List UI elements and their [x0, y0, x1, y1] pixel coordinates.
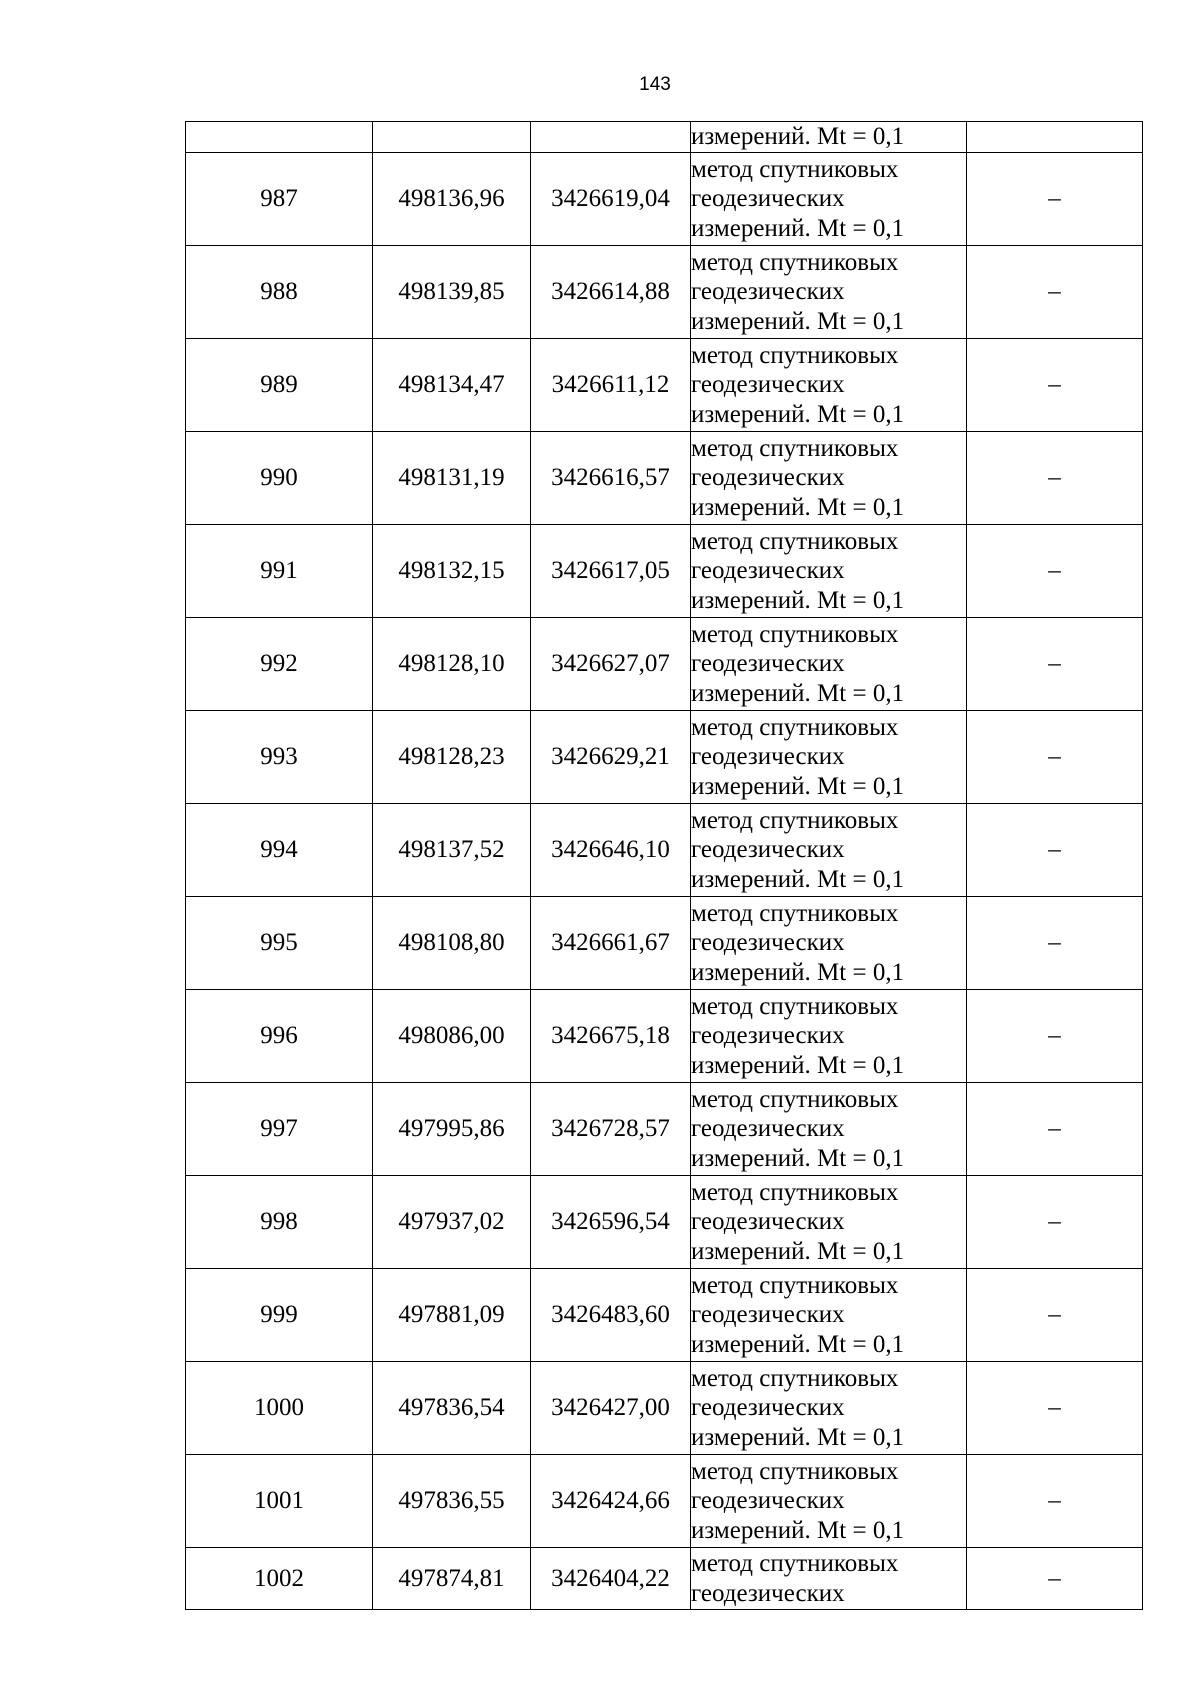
table-row [186, 246, 1143, 339]
y-coordinate-cell: 3426596,54 [531, 1176, 691, 1269]
table-row [186, 1455, 1143, 1548]
table-row [186, 432, 1143, 525]
x-coordinate-cell: 498139,85 [373, 246, 531, 339]
method-line: метод спутниковых [691, 992, 899, 1020]
method-line: геодезических [691, 464, 845, 492]
description-cell: – [967, 1176, 1143, 1269]
y-coordinate-cell: 3426661,67 [531, 897, 691, 990]
description-cell: – [967, 246, 1143, 339]
description-cell: – [967, 432, 1143, 525]
method-line: метод спутниковых [691, 1364, 899, 1392]
table-row [186, 1362, 1143, 1455]
y-coordinate-cell: 3426675,18 [531, 990, 691, 1083]
x-coordinate-cell: 498108,80 [373, 897, 531, 990]
table-row [186, 1176, 1143, 1269]
method-line: геодезических [691, 1301, 845, 1329]
point-number-cell: 999 [186, 1269, 373, 1362]
method-line: метод спутниковых [691, 527, 899, 555]
y-coordinate-cell: 3426424,66 [531, 1455, 691, 1548]
point-number-cell: 988 [186, 246, 373, 339]
point-number-cell [186, 122, 373, 153]
method-cell [691, 1548, 967, 1610]
method-line: метод спутниковых [691, 620, 899, 648]
x-coordinate-cell: 497874,81 [373, 1548, 531, 1610]
method-line: метод спутниковых [691, 1178, 899, 1206]
method-line: измерений. Mt = 0,1 [691, 679, 905, 707]
x-coordinate-cell: 498137,52 [373, 804, 531, 897]
y-coordinate-cell: 3426483,60 [531, 1269, 691, 1362]
method-cell [691, 1362, 967, 1455]
table-row [186, 1083, 1143, 1176]
description-cell: – [967, 1083, 1143, 1176]
method-line: метод спутниковых [691, 155, 899, 183]
table-row [186, 525, 1143, 618]
table-row [186, 1548, 1143, 1610]
method-line: измерений. Mt = 0,1 [691, 1051, 905, 1079]
description-cell: – [967, 525, 1143, 618]
description-cell [967, 122, 1143, 153]
method-cell [691, 897, 967, 990]
method-line: метод спутниковых [691, 1271, 899, 1299]
method-line: измерений. Mt = 0,1 [691, 586, 905, 614]
method-cell [691, 804, 967, 897]
method-line: измерений. Mt = 0,1 [691, 865, 905, 893]
y-coordinate-cell: 3426404,22 [531, 1548, 691, 1610]
y-coordinate-cell: 3426619,04 [531, 153, 691, 246]
point-number-cell: 996 [186, 990, 373, 1083]
x-coordinate-cell: 498131,19 [373, 432, 531, 525]
table-row [186, 618, 1143, 711]
y-coordinate-cell: 3426427,00 [531, 1362, 691, 1455]
method-cell [691, 1083, 967, 1176]
method-line: геодезических [691, 650, 845, 678]
table-row [186, 804, 1143, 897]
method-cell [691, 990, 967, 1083]
table-row [186, 990, 1143, 1083]
method-cell [691, 339, 967, 432]
x-coordinate-cell: 497836,55 [373, 1455, 531, 1548]
method-line: измерений. Mt = 0,1 [691, 214, 905, 242]
method-line: геодезических [691, 929, 845, 957]
method-line: геодезических [691, 557, 845, 585]
page-number: 143 [639, 74, 671, 95]
method-cell [691, 246, 967, 339]
method-line: метод спутниковых [691, 713, 899, 741]
method-line: метод спутниковых [691, 1457, 899, 1485]
point-number-cell: 991 [186, 525, 373, 618]
method-line: геодезических [691, 836, 845, 864]
description-cell: – [967, 1362, 1143, 1455]
x-coordinate-cell: 498086,00 [373, 990, 531, 1083]
method-line: геодезических [691, 1579, 845, 1607]
table-row [186, 122, 1143, 153]
description-cell: – [967, 1269, 1143, 1362]
y-coordinate-cell: 3426617,05 [531, 525, 691, 618]
point-number-cell: 997 [186, 1083, 373, 1176]
y-coordinate-cell [531, 122, 691, 153]
method-cell [691, 122, 967, 153]
method-line: метод спутниковых [691, 806, 899, 834]
description-cell: – [967, 1455, 1143, 1548]
method-line: геодезических [691, 1208, 845, 1236]
coordinates-table [185, 121, 1143, 1610]
method-line: метод спутниковых [691, 899, 899, 927]
method-line: метод спутниковых [691, 248, 899, 276]
method-cell [691, 1269, 967, 1362]
method-line: измерений. Mt = 0,1 [691, 772, 905, 800]
point-number-cell: 1002 [186, 1548, 373, 1610]
x-coordinate-cell: 497937,02 [373, 1176, 531, 1269]
description-cell: – [967, 339, 1143, 432]
point-number-cell: 994 [186, 804, 373, 897]
method-line: геодезических [691, 371, 845, 399]
coordinates-table-body [186, 122, 1143, 1610]
method-line: измерений. Mt = 0,1 [691, 123, 905, 151]
method-line: измерений. Mt = 0,1 [691, 958, 905, 986]
point-number-cell: 1001 [186, 1455, 373, 1548]
x-coordinate-cell: 498132,15 [373, 525, 531, 618]
method-line: метод спутниковых [691, 341, 899, 369]
y-coordinate-cell: 3426728,57 [531, 1083, 691, 1176]
method-line: метод спутниковых [691, 434, 899, 462]
point-number-cell: 992 [186, 618, 373, 711]
method-line: измерений. Mt = 0,1 [691, 1330, 905, 1358]
method-cell [691, 432, 967, 525]
method-line: геодезических [691, 1022, 845, 1050]
method-cell [691, 525, 967, 618]
method-cell [691, 1455, 967, 1548]
point-number-cell: 987 [186, 153, 373, 246]
point-number-cell: 998 [186, 1176, 373, 1269]
method-line: измерений. Mt = 0,1 [691, 493, 905, 521]
x-coordinate-cell: 497995,86 [373, 1083, 531, 1176]
method-line: геодезических [691, 278, 845, 306]
description-cell: – [967, 897, 1143, 990]
x-coordinate-cell [373, 122, 531, 153]
method-line: измерений. Mt = 0,1 [691, 1423, 905, 1451]
table-row [186, 1269, 1143, 1362]
table-row [186, 711, 1143, 804]
method-line: измерений. Mt = 0,1 [691, 1237, 905, 1265]
description-cell: – [967, 153, 1143, 246]
method-cell [691, 618, 967, 711]
y-coordinate-cell: 3426629,21 [531, 711, 691, 804]
point-number-cell: 993 [186, 711, 373, 804]
table-row [186, 339, 1143, 432]
point-number-cell: 989 [186, 339, 373, 432]
method-line: измерений. Mt = 0,1 [691, 1516, 905, 1544]
method-cell [691, 711, 967, 804]
method-line: метод спутниковых [691, 1550, 899, 1577]
x-coordinate-cell: 497881,09 [373, 1269, 531, 1362]
method-line: геодезических [691, 1115, 845, 1143]
method-line: измерений. Mt = 0,1 [691, 400, 905, 428]
description-cell: – [967, 804, 1143, 897]
method-cell [691, 153, 967, 246]
table-row [186, 897, 1143, 990]
method-line: геодезических [691, 185, 845, 213]
description-cell: – [967, 1548, 1143, 1610]
method-cell [691, 1176, 967, 1269]
x-coordinate-cell: 498136,96 [373, 153, 531, 246]
x-coordinate-cell: 498134,47 [373, 339, 531, 432]
y-coordinate-cell: 3426611,12 [531, 339, 691, 432]
point-number-cell: 995 [186, 897, 373, 990]
description-cell: – [967, 618, 1143, 711]
y-coordinate-cell: 3426614,88 [531, 246, 691, 339]
point-number-cell: 990 [186, 432, 373, 525]
table-row [186, 153, 1143, 246]
method-line: измерений. Mt = 0,1 [691, 307, 905, 335]
x-coordinate-cell: 498128,10 [373, 618, 531, 711]
point-number-cell: 1000 [186, 1362, 373, 1455]
y-coordinate-cell: 3426627,07 [531, 618, 691, 711]
description-cell: – [967, 990, 1143, 1083]
x-coordinate-cell: 497836,54 [373, 1362, 531, 1455]
method-line: геодезических [691, 1394, 845, 1422]
description-cell: – [967, 711, 1143, 804]
method-line: метод спутниковых [691, 1085, 899, 1113]
y-coordinate-cell: 3426616,57 [531, 432, 691, 525]
method-line: геодезических [691, 1487, 845, 1515]
x-coordinate-cell: 498128,23 [373, 711, 531, 804]
method-line: геодезических [691, 743, 845, 771]
method-line: измерений. Mt = 0,1 [691, 1144, 905, 1172]
y-coordinate-cell: 3426646,10 [531, 804, 691, 897]
